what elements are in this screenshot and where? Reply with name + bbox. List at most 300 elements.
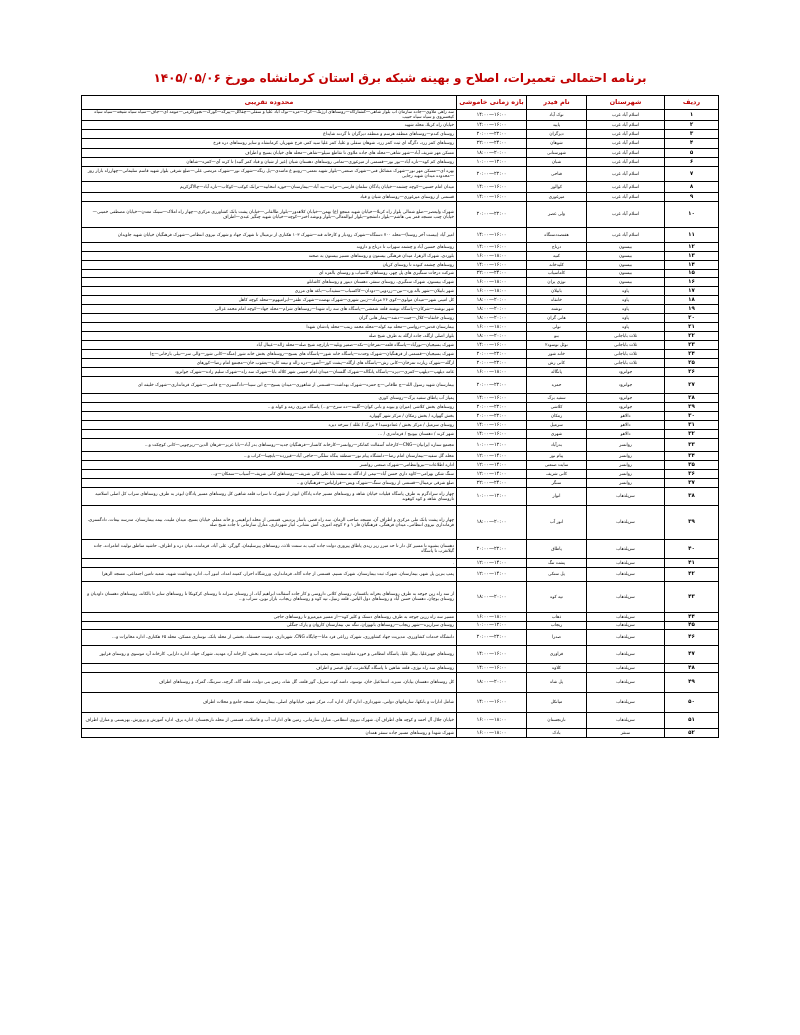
row-city: روانسر bbox=[587, 479, 665, 488]
row-feeder: پانگاله bbox=[527, 368, 587, 377]
row-city: روانسر bbox=[587, 439, 665, 452]
row-area: محله گل سفید—بیمارستان امام رضا—دانشگاه پیام نور—منطقه بنگاه سلگی—حاجی آباد—قیرزده—بابچینا—کراب و... bbox=[82, 452, 457, 461]
outage-schedule-table bbox=[81, 95, 719, 738]
row-time: ۱۶:۰۰—۱۸:۰۰ bbox=[457, 287, 527, 296]
row-index: ۲۱ bbox=[665, 323, 719, 332]
table-row bbox=[82, 729, 719, 738]
row-time: ۱۴:۰۰—۱۶:۰۰ bbox=[457, 228, 527, 243]
row-time: ۱۶:۰۰—۱۸:۰۰ bbox=[457, 713, 527, 729]
row-feeder: پاطاق bbox=[527, 540, 587, 559]
row-feeder: شوهان bbox=[527, 139, 587, 149]
row-area: بخش گهواره / بخش زمکان / مرکز شهر گهواره bbox=[82, 412, 457, 421]
table-row bbox=[82, 673, 719, 693]
row-city: سرپلذهاب bbox=[587, 559, 665, 568]
row-feeder: ببو bbox=[527, 332, 587, 341]
row-feeder: کوالور bbox=[527, 182, 587, 193]
row-time: ۱۸:۰۰—۲۰:۰۰ bbox=[457, 582, 527, 613]
row-feeder: سنگر bbox=[527, 479, 587, 488]
table-row bbox=[82, 323, 719, 332]
row-feeder: فراوری bbox=[527, 646, 587, 664]
table-row bbox=[82, 368, 719, 377]
row-time: ۱۴:۰۰—۱۶:۰۰ bbox=[457, 261, 527, 270]
row-time: ۲۰:۰۰—۲۲:۰۰ bbox=[457, 167, 527, 182]
row-area: روستای سرمیل / مرکز بخش / عمادوسیدا ۳ بزرگ / علله / سرخه دیزه bbox=[82, 421, 457, 430]
row-feeder: پشت تنگ bbox=[527, 559, 587, 568]
table-row bbox=[82, 270, 719, 278]
row-time: ۱۲:۰۰—۱۴:۰۰ bbox=[457, 470, 527, 479]
row-feeder: پل شاه bbox=[527, 673, 587, 693]
row-area: روستاهای جهیرعلیا، بیکل علیا، پاسگاه انتظامی و حوزه مقاومت بسیج، پمپ آب و کمپ، شرکت سپاه، مدرسه بخش، کارخانه آرد مهدیه، شهرک جهاد، اداره دارایی، کارخانه آرد موسوی و روستای فرایوز bbox=[82, 646, 457, 664]
row-time: ۱۲:۰۰—۱۴:۰۰ bbox=[457, 461, 527, 470]
row-time: ۱۸:۰۰—۲۰:۰۰ bbox=[457, 673, 527, 693]
row-city: روانسر bbox=[587, 452, 665, 461]
row-index: ۱۷ bbox=[665, 287, 719, 296]
row-area: کل امینی شهر—میدان مولوی—کوی ۲۶ مرداد—ژنین شهری—شهرک نهضت—شهرک ظفر—ابرامیهوم—محله کوچه کاهل bbox=[82, 296, 457, 305]
row-feeder: بابیلان bbox=[527, 287, 587, 296]
table-row bbox=[82, 693, 719, 713]
row-time: ۱۴:۰۰—۱۶:۰۰ bbox=[457, 664, 527, 673]
row-area: روستاهای سه راه نوژی، قلعه شاهین تا پاسگاه گیلانغرب، کهل قیصر و اطراف bbox=[82, 664, 457, 673]
row-area: شرکت درجات سنگبری های پل چهر، روستاهای کاسیاب و روستای بالعزه ای bbox=[82, 270, 457, 278]
table-row bbox=[82, 582, 719, 613]
row-index: ۴۷ bbox=[665, 646, 719, 664]
table-row bbox=[82, 139, 719, 149]
row-feeder: میانکل bbox=[527, 693, 587, 713]
row-city: ثلاث باباجانی bbox=[587, 332, 665, 341]
row-index: ۲۲ bbox=[665, 332, 719, 341]
row-area: روستاهای کمر زرد، دگرگه ای ثبت کمر زرد، شوهان سفلی و علیا، کمر علیا سید کمر، فرخ شهریار، کرمانشاه و سایر روستاهای دره فرخ bbox=[82, 139, 457, 149]
row-city: روانسر bbox=[587, 470, 665, 479]
table-row bbox=[82, 228, 719, 243]
row-city: جوانرود bbox=[587, 368, 665, 377]
row-area: سنگ شکن بهرامی—کاوه داری حسن آباد—نیمی از ادگله به سمت بابا علی کانی شریف—روستاهای کانی شریف—آسیاب—سمکان—و... bbox=[82, 470, 457, 479]
row-feeder: پیام نور bbox=[527, 452, 587, 461]
table-row bbox=[82, 305, 719, 314]
row-feeder: شهری bbox=[527, 430, 587, 439]
row-index: ۱ bbox=[665, 110, 719, 121]
row-city: اسلام آباد غرب bbox=[587, 139, 665, 149]
row-feeder: کلاشی bbox=[527, 403, 587, 412]
table-row bbox=[82, 121, 719, 130]
header-idx: ردیف bbox=[665, 96, 719, 110]
row-feeder: کنیه bbox=[527, 252, 587, 261]
row-index: ۳۶ bbox=[665, 470, 719, 479]
row-city: پاوه bbox=[587, 305, 665, 314]
row-index: ۳۲ bbox=[665, 430, 719, 439]
row-area: میدان امام حسین—کوچه چشمه—خیابان پادگان سلمان فارسی—ترانه—بید آباد—بیمارستان—حوزه انتخابیه—ترانک کوکب—کوکاب—نازه آباد—چالاگرکریم bbox=[82, 182, 457, 193]
row-area: شهرک شهدا و روستاهای مسیر جاده سنقر همدان bbox=[82, 729, 457, 738]
row-index: ۳۹ bbox=[665, 506, 719, 540]
row-city: دالاهو bbox=[587, 430, 665, 439]
table-row bbox=[82, 488, 719, 506]
table-row bbox=[82, 630, 719, 646]
row-feeder: نولی bbox=[527, 323, 587, 332]
table-row bbox=[82, 470, 719, 479]
row-area: شهرک ولیعصر—ضلع شمالی بلوار راه کربلا—خیابان شهید منتجع (ع) بهمن—خیابان کلاهدوز—بلوار طالقانی—خیابان پشت بانک کشاورزی مرکزی—چهار راه املاک—سینک معدن—خیابان مصطفی خمینی—خیابان چنب مسجد قمر بنی هاشم—بلوار دانشجو—بلوار ابوالمعالی—بلوار ونوشه اختر—کوچه—خیابان شهید چنگیز عبدی—اطراف bbox=[82, 202, 457, 228]
row-city: پاوه bbox=[587, 287, 665, 296]
row-area: ازگله—شهرک زیارت تمرخان—کانی رش—پاسگاه های ازگله—پشت کوز—آشور—دره زاله و نیمه کاره—یعقوب خان—مجتمع امام رضا—کورهای bbox=[82, 359, 457, 368]
table-row bbox=[82, 314, 719, 323]
row-area: کل روستاهای دهستان بیابان، سبزه، اسماعیل خان، نوسود، دامنه کوه، سرپل، گور قلعه، گل شاه، زمین بنی دولت، قلعه گاه، گرچه، سرتنگ، گمرک و روستاهای اطراف bbox=[82, 673, 457, 693]
row-city: سرپلذهاب bbox=[587, 713, 665, 729]
row-time: ۲۲:۰۰—۲۴:۰۰ bbox=[457, 139, 527, 149]
row-feeder: هفتصددستگاه bbox=[527, 228, 587, 243]
row-feeder: بادک bbox=[527, 729, 587, 738]
table-row bbox=[82, 296, 719, 305]
row-index: ۳۱ bbox=[665, 421, 719, 430]
table-row bbox=[82, 452, 719, 461]
row-index: ۴۲ bbox=[665, 568, 719, 582]
row-index: ۴۹ bbox=[665, 673, 719, 693]
row-time: ۱۶:۰۰—۱۸:۰۰ bbox=[457, 252, 527, 261]
row-index: ۳ bbox=[665, 130, 719, 139]
row-area: قسمتی از روستای میرغوزی—روستاهای شبان و قباد bbox=[82, 193, 457, 202]
row-city: سرپلذهاب bbox=[587, 582, 665, 613]
row-area: پمپ بنزین پل شهر، بیمارستان، شهرک ثبت بیمارستان، شهرک نسیم، قسمتی از جاده آکاه، فرمانداری، ورزشگاه احرار، کمیته امداد، انبور آب، اداره بهداشت شهید، شعبه تامین اجتماعی، مسجد الزهرا bbox=[82, 568, 457, 582]
row-feeder: هانی گران bbox=[527, 314, 587, 323]
row-index: ۱۶ bbox=[665, 278, 719, 287]
row-time: ۱۲:۰۰—۱۴:۰۰ bbox=[457, 559, 527, 568]
row-city: ثلاث باباجانی bbox=[587, 350, 665, 359]
row-time: ۲۰:۰۰—۲۲:۰۰ bbox=[457, 377, 527, 394]
row-index: ۳۸ bbox=[665, 488, 719, 506]
row-time: ۱۴:۰۰—۱۶:۰۰ bbox=[457, 243, 527, 252]
row-index: ۲۰ bbox=[665, 314, 719, 323]
row-area: روستای کندم—روستاهای منطقه هرسم و منطقه دیزگران تا گردنه شایداغ bbox=[82, 130, 457, 139]
row-index: ۵۲ bbox=[665, 729, 719, 738]
row-index: ۲۳ bbox=[665, 341, 719, 350]
table-row bbox=[82, 430, 719, 439]
table-row bbox=[82, 559, 719, 568]
row-city: سرپلذهاب bbox=[587, 506, 665, 540]
table-row bbox=[82, 278, 719, 287]
row-index: ۳۵ bbox=[665, 461, 719, 470]
table-row bbox=[82, 130, 719, 139]
table-row bbox=[82, 664, 719, 673]
header-time: بازه زمانی خاموشی bbox=[457, 96, 527, 110]
row-city: بیستون bbox=[587, 278, 665, 287]
row-index: ۲۴ bbox=[665, 350, 719, 359]
row-feeder: انور آب bbox=[527, 506, 587, 540]
row-time: ۲۰:۰۰—۲۲:۰۰ bbox=[457, 630, 527, 646]
row-area: روستاهای حسین آباد و چشمه سهراب تا درناج و داروند bbox=[82, 243, 457, 252]
row-city: اسلام آباد غرب bbox=[587, 228, 665, 243]
row-city: روانسر bbox=[587, 461, 665, 470]
row-time: ۱۴:۰۰—۱۶:۰۰ bbox=[457, 693, 527, 713]
header-city: شهرستان bbox=[587, 96, 665, 110]
row-city: بیستون bbox=[587, 270, 665, 278]
row-index: ۷ bbox=[665, 167, 719, 182]
row-city: ثلاث باباجانی bbox=[587, 341, 665, 350]
row-time: ۱۲:۰۰—۱۴:۰۰ bbox=[457, 568, 527, 582]
table-row bbox=[82, 182, 719, 193]
row-index: ۲۸ bbox=[665, 394, 719, 403]
row-feeder: پل ستکی bbox=[527, 568, 587, 582]
table-row bbox=[82, 149, 719, 158]
row-area: شهرک بسیجیان—نورآباد—پاسگاه قلعه—تمرخان—نکه—ضمیر وبلیه—بازارچه شیخ صله—محله ژاله—عیتال آباد bbox=[82, 341, 457, 350]
row-index: ۴۵ bbox=[665, 622, 719, 630]
row-city: اسلام آباد غرب bbox=[587, 202, 665, 228]
row-city: جوانرود bbox=[587, 403, 665, 412]
row-feeder: شهرستانی bbox=[527, 149, 587, 158]
table-row bbox=[82, 193, 719, 202]
row-area: بهره ای—مسکن مهر نور—شهرک مشاغل فنی—شهرک صنعتی—بلوار شهید نعمتی—رونیو غ مامندی—پل رنگه—شهرک نور—شهرک مرتضی علی—ضلع شرقی بلوار شهید قاسم سلیمانی—چهارراه بازار روز—محدوده میدان شهید رجایی bbox=[82, 167, 457, 182]
row-city: سرپلذهاب bbox=[587, 664, 665, 673]
row-index: ۱۴ bbox=[665, 261, 719, 270]
row-time: ۱۴:۰۰—۱۶:۰۰ bbox=[457, 430, 527, 439]
row-city: سرپلذهاب bbox=[587, 673, 665, 693]
row-city: سرپلذهاب bbox=[587, 613, 665, 622]
row-time: ۱۰:۰۰—۱۲:۰۰ bbox=[457, 622, 527, 630]
header-area: محدوده تقریبی bbox=[82, 96, 457, 110]
table-row bbox=[82, 202, 719, 228]
table-row bbox=[82, 394, 719, 403]
table-row bbox=[82, 341, 719, 350]
row-area: روستای خانقاه—کلال—جنت—دشه—پیماز هانی گران bbox=[82, 314, 457, 323]
row-feeder: سرمیل bbox=[527, 421, 587, 430]
row-city: ثلاث باباجانی bbox=[587, 359, 665, 368]
row-feeder: انوار bbox=[527, 488, 587, 506]
row-feeder: پایید bbox=[527, 121, 587, 130]
table-row bbox=[82, 110, 719, 121]
row-index: ۹ bbox=[665, 193, 719, 202]
row-area: ضلع شرقی ترمینال—قسمتی از روستای سنگ—شهرک ویس—قرارلباس—فرهنگیان و... bbox=[82, 479, 457, 488]
row-area: چهار راه پشت بانک ملی مرکزی و اطراف آن، مسجد صاحب الزمان، سه راه قصر، باسار پردیس، قسمتی از محله ابراهیمی و خانه معلم، خیابان بسیج، میدان ملیت، بیمه بیمارستان، مدرسه بیعات، دادگستری، فرمانداری نیروی انتظامی، میدان فرهنگی، فرهنگیان فاز ۱ و ۲ کوچه امیری، آتش نشانی، انبار شهرداری، منازل سازمانی تا جاده شیخ صله bbox=[82, 506, 457, 540]
row-area: روستاهای چشمه کبوده تا روستای کریان bbox=[82, 261, 457, 270]
row-time: ۱۴:۰۰—۱۶:۰۰ bbox=[457, 110, 527, 121]
row-index: ۱۹ bbox=[665, 305, 719, 314]
row-index: ۴۱ bbox=[665, 559, 719, 568]
row-time: ۱۰:۰۰—۱۲:۰۰ bbox=[457, 158, 527, 167]
row-city: سرپلذهاب bbox=[587, 568, 665, 582]
row-feeder: فتاحی bbox=[527, 167, 587, 182]
row-feeder: نوک آباد bbox=[527, 110, 587, 121]
row-index: ۳۴ bbox=[665, 452, 719, 461]
row-feeder: صدرا bbox=[527, 630, 587, 646]
row-area: بیمارستان شهید رسول الله—چ طاقانی—چ حمزه—شهرک بهداشت—قسمتی از شاهوری—میدان بسیج—چ ابن سینا—دادگستری—چ قاضی—شهرک فرمانداری—شهرک خلیفه ای bbox=[82, 377, 457, 394]
row-feeder: دیزگران bbox=[527, 130, 587, 139]
row-time: ۲۰:۰۰—۲۲:۰۰ bbox=[457, 540, 527, 559]
row-index: ۲۹ bbox=[665, 403, 719, 412]
row-area: غامه دیلهپ—دیلهپ—کمری—دیزه—پاسگاه پانگاله—شهرک گلستان—میدان امام خمینی شهر کلاله بابا—شهرک سه راه—شهرک سلیم زاده—شهرک جوانرود bbox=[82, 368, 457, 377]
row-time: ۱۶:۰۰—۱۸:۰۰ bbox=[457, 613, 527, 622]
row-city: دالاهو bbox=[587, 412, 665, 421]
table-row bbox=[82, 332, 719, 341]
row-time: ۱۸:۰۰—۲۰:۰۰ bbox=[457, 305, 527, 314]
row-city: اسلام آباد غرب bbox=[587, 182, 665, 193]
row-area: بلوردی، شهرک الزهرا، میدان فرهنگی بیستون و روستاهای مسیر بیستون به صحنه bbox=[82, 252, 457, 261]
row-city: پاوه bbox=[587, 323, 665, 332]
row-time: ۱۴:۰۰—۱۶:۰۰ bbox=[457, 421, 527, 430]
row-time: ۱۸:۰۰—۲۰:۰۰ bbox=[457, 332, 527, 341]
row-area: از سه راه زین جوجه به طرف روستاهای بحرانه باغستان، روستای کلانی داروسی و کار جاده آسفالت ابراهیم آباد، از روستای سرانه تا روستای کرکونکا تا روستاهای سایر تا بالکانه، روستاهای دهستان داودیان و روستای بوچان، دهستان حسن آباد و روستاهای دول الیاس، قلعه زنبیل، تپه کوه و روستاهای ریجاب، بازار نوین، سراب و... bbox=[82, 582, 457, 613]
row-index: ۱۰ bbox=[665, 202, 719, 228]
row-index: ۱۵ bbox=[665, 270, 719, 278]
row-area: شهر کرند / دهستان بیونیج / فرماندری / ... bbox=[82, 430, 457, 439]
row-city: اسلام آباد غرب bbox=[587, 167, 665, 182]
row-city: اسلام آباد غرب bbox=[587, 121, 665, 130]
row-feeder: میرغوزی bbox=[527, 193, 587, 202]
row-area: اداره اطلاعات—نیروانتظامی—شهرک صنعتی روانسر bbox=[82, 461, 457, 470]
row-city: سرپلذهاب bbox=[587, 646, 665, 664]
row-area: بلوار اصلی ازگله، جاده ازگله به طرف شیخ صله bbox=[82, 332, 457, 341]
table-row bbox=[82, 287, 719, 296]
row-area: شهر بابیلان—شهر باله ورد—نین—زردویی—دودان—کاکسباب—سفیدآب—باغه های مرزی bbox=[82, 287, 457, 296]
table-body bbox=[82, 110, 719, 738]
row-index: ۲ bbox=[665, 121, 719, 130]
row-index: ۴۴ bbox=[665, 613, 719, 622]
row-time: ۲۰:۰۰—۲۲:۰۰ bbox=[457, 202, 527, 228]
row-area: خیابان راه کربلا، محله شهید bbox=[82, 121, 457, 130]
row-index: ۱۱ bbox=[665, 228, 719, 243]
row-feeder: نارنجستان bbox=[527, 713, 587, 729]
row-feeder: سفید برگ bbox=[527, 394, 587, 403]
row-city: اسلام آباد غرب bbox=[587, 149, 665, 158]
table-row bbox=[82, 461, 719, 470]
table-row bbox=[82, 167, 719, 182]
table-row bbox=[82, 252, 719, 261]
row-time: ۱۴:۰۰—۱۶:۰۰ bbox=[457, 646, 527, 664]
row-index: ۱۲ bbox=[665, 243, 719, 252]
row-area: شهرک بسیجیان—قسمتی از فرهنگیان—شهرک وحدت—پاسگاه خانه شور—پاسگاه های بسیج—روستاهای بخش خانه شور (منگه—کانی شور—والی سر—نیلی بازخانی—ج) bbox=[82, 350, 457, 359]
row-index: ۲۶ bbox=[665, 368, 719, 377]
row-area: مسکن مهر شریف آباد—شهر شاهی—محله های جاده ملاوی تا تقاطع سیلو—شاهی—محله های خیابان بسیج و اطراف bbox=[82, 149, 457, 158]
row-time: ۱۴:۰۰—۱۶:۰۰ bbox=[457, 182, 527, 193]
row-time: ۱۸:۰۰—۲۰:۰۰ bbox=[457, 296, 527, 305]
row-index: ۴۰ bbox=[665, 540, 719, 559]
row-feeder: کانی شریف bbox=[527, 470, 587, 479]
row-time: ۱۰:۰۰—۱۲:۰۰ bbox=[457, 439, 527, 452]
row-area: دانشگاه خدمات کشاورزی، مدیریت جهاد کشاورزی، شهرک زراعی فرد ماتا—چایگاه CNG، شهرداری، دوست حسنقاه، بخشی از محله بانک، نوسازی مسکن، محله ۶۵ هکتاری، اداره مخابرات و... bbox=[82, 630, 457, 646]
row-area: روستاهای بخش کلاشی (میران و بیوند و بانی کوان—گلینه—ده سرخ—و...) پاسگاه مرزی رمه و کوله و... bbox=[82, 403, 457, 412]
row-time: ۱۸:۰۰—۲۰:۰۰ bbox=[457, 149, 527, 158]
row-feeder: ولی عصر bbox=[527, 202, 587, 228]
row-time: ۱۴:۰۰—۱۶:۰۰ bbox=[457, 394, 527, 403]
row-feeder: ذهاب bbox=[527, 613, 587, 622]
row-index: ۳۳ bbox=[665, 439, 719, 452]
row-index: ۶ bbox=[665, 158, 719, 167]
table-header-row bbox=[82, 96, 719, 110]
table-row bbox=[82, 412, 719, 421]
row-city: پاوه bbox=[587, 296, 665, 305]
row-city: بیستون bbox=[587, 243, 665, 252]
row-area: مسیر سه راه زرین جوجه به طرف روستاهای دستک و کلیر کوه—از مسیر میرمیرو تا روستاهای حاجی bbox=[82, 613, 457, 622]
table-row bbox=[82, 261, 719, 270]
row-feeder: خانه شور bbox=[527, 350, 587, 359]
row-index: ۴ bbox=[665, 139, 719, 149]
table-row bbox=[82, 403, 719, 412]
row-index: ۳۷ bbox=[665, 479, 719, 488]
row-feeder: خانقاه bbox=[527, 296, 587, 305]
row-city: اسلام آباد غرب bbox=[587, 193, 665, 202]
row-feeder: کلاوه bbox=[527, 664, 587, 673]
table-row bbox=[82, 439, 719, 452]
row-feeder: نوژی یران bbox=[527, 278, 587, 287]
row-feeder: شبان bbox=[527, 158, 587, 167]
row-area: خیابان جلال آل احمد و کوچه های اطراف آن، شهرک نیروی انتظامی، منازل سازمانی، زمین های ادارات آب و فاضلاب، قسمتی از محله نارنجستان، اداره برق، اداره آموزش و پرورش، بهزیستی و منازل اطراف bbox=[82, 713, 457, 729]
row-time: ۲۰:۰۰—۲۲:۰۰ bbox=[457, 403, 527, 412]
row-city: پاوه bbox=[587, 314, 665, 323]
row-city: دالاهو bbox=[587, 421, 665, 430]
table-row bbox=[82, 540, 719, 559]
row-time: ۱۰:۰۰—۱۲:۰۰ bbox=[457, 488, 527, 506]
table-row bbox=[82, 568, 719, 582]
row-feeder: سایت صنعتی bbox=[527, 461, 587, 470]
row-feeder: زمکان bbox=[527, 412, 587, 421]
row-area: امیر آباد (بیست آخر روستا)—محله ۷۰۰ دستگاه—شهرک رودبار و کارخانه قند—شهرک ۱۰۳ هکتاری از ترمینال تا شهرک جهاد و شهرک نیروی انتظامی—شهرک فرهنگیان خیابان شهید جاویدان bbox=[82, 228, 457, 243]
row-feeder: نوئل نوسود۲ bbox=[527, 341, 587, 350]
row-city: اسلام آباد غرب bbox=[587, 110, 665, 121]
table-row bbox=[82, 613, 719, 622]
row-feeder: حمزه bbox=[527, 377, 587, 394]
row-time: ۲۲:۰۰—۲۴:۰۰ bbox=[457, 270, 527, 278]
row-index: ۵۰ bbox=[665, 693, 719, 713]
row-city: بیستون bbox=[587, 261, 665, 270]
row-feeder: درناج bbox=[527, 243, 587, 252]
row-city: اسلام آباد غرب bbox=[587, 158, 665, 167]
row-feeder: بدرآباد bbox=[527, 439, 587, 452]
row-feeder: نوشته bbox=[527, 305, 587, 314]
row-area: روستاهای کم کوه—نازه آباد—بور بور—قسمتی از میرغوزی—تمامی روستاهای دهستان شبان (غیر از شبان و قباد کمر گنبد) تا کرته آی—کمره—شاهان bbox=[82, 158, 457, 167]
table-row bbox=[82, 506, 719, 540]
row-area: شهرک بیستون، شهرک سنگبری، روستای ستقر، دهستان دینور و روستاهای کاشانلو bbox=[82, 278, 457, 287]
table-row bbox=[82, 713, 719, 729]
table-row bbox=[82, 158, 719, 167]
row-time: ۲۰:۰۰—۲۲:۰۰ bbox=[457, 130, 527, 139]
row-city: جوانرود bbox=[587, 394, 665, 403]
row-city: سرپلذهاب bbox=[587, 693, 665, 713]
header-feeder: نام فیدر bbox=[527, 96, 587, 110]
table-row bbox=[82, 646, 719, 664]
row-area: روستای سراریزه—شهر ریجاب—روستاهای بانهوران، تنگه نم، بیمارستان کاروان و پارک جنگلی bbox=[82, 622, 457, 630]
row-city: اسلام آباد غرب bbox=[587, 130, 665, 139]
row-time: ۱۶:۰۰—۱۸:۰۰ bbox=[457, 278, 527, 287]
row-time: ۲۰:۰۰—۲۲:۰۰ bbox=[457, 350, 527, 359]
row-area: سه راهی ملاوی—جاده سازمان آب بلوار شاهی—کشتارگاه—روستاهای ارژنگ—گرگ—مزه—نوک آباد علیا و سفلی—چقاکل—پیرگه—گورک—نجوراگرمی—مومه ای—جاف—سیاه سیاه شیخه—سیاه سیاه کیخسروی و سیاه سیاه حبیب bbox=[82, 110, 457, 121]
row-index: ۴۳ bbox=[665, 582, 719, 613]
row-city: سنقر bbox=[587, 729, 665, 738]
document-title: برنامه احتمالی تعمیرات، اصلاح و بهینه شبکه برق استان کرمانشاه مورخ ۱۴۰۵/۰۵/۰۶ bbox=[153, 71, 647, 85]
row-time: ۱۲:۰۰—۱۴:۰۰ bbox=[457, 452, 527, 461]
row-city: سرپلذهاب bbox=[587, 630, 665, 646]
row-feeder: کانی رش bbox=[527, 359, 587, 368]
row-time: ۱۸:۰۰—۲۰:۰۰ bbox=[457, 314, 527, 323]
row-index: ۵۱ bbox=[665, 713, 719, 729]
row-time: ۱۸:۰۰—۲۰:۰۰ bbox=[457, 506, 527, 540]
row-time: ۲۰:۰۰—۲۲:۰۰ bbox=[457, 412, 527, 421]
row-feeder: تپه کوه bbox=[527, 582, 587, 613]
row-area: پمپاژ آب پاطاق سفید برگ—روستای کوری bbox=[82, 394, 457, 403]
row-time: ۲۰:۰۰—۲۲:۰۰ bbox=[457, 359, 527, 368]
row-area: شامل ادارات و بانکها، سازمانهای دولتی، شهرداری، اداره گاز، اداره آب، مرکز شهر، خیابانهای اصلی، بیمارستان، مسجد جامع و محلات اطراف bbox=[82, 693, 457, 713]
table-row bbox=[82, 350, 719, 359]
row-time: ۱۶:۰۰—۱۸:۰۰ bbox=[457, 323, 527, 332]
row-area: بیمارستان قدس—درواسی—محله نیه کوله—محله محمد زینب—محله پادشان شهدا bbox=[82, 323, 457, 332]
table-row bbox=[82, 479, 719, 488]
row-index: ۳۰ bbox=[665, 412, 719, 421]
row-time: ۲۲:۰۰—۲۴:۰۰ bbox=[457, 479, 527, 488]
row-area: مجتمع ستاره ایرانیان—CNG—کارخانه آسفالت کمانکر—روانسر—کارخانه کانسار—فرهنگیان جدید—روستاهای بدر آباد—بابا عزیز—فرهان الدین—زیرچوبی—کانی کوچکت و... bbox=[82, 439, 457, 452]
row-time: ۱۴:۰۰—۱۶:۰۰ bbox=[457, 341, 527, 350]
table-row bbox=[82, 359, 719, 368]
table-row bbox=[82, 622, 719, 630]
row-index: ۲۷ bbox=[665, 377, 719, 394]
row-area: . bbox=[82, 559, 457, 568]
row-city: سرپلذهاب bbox=[587, 488, 665, 506]
row-index: ۲۵ bbox=[665, 359, 719, 368]
row-city: جوانرود bbox=[587, 377, 665, 394]
row-area: شهر نوشته—شرکان—پاسگاه نوشته قلعه شمشی—پاسگاه های سه راه شهدا—روستاهای شرام—محله جهاد—کوچه امام محمد غزالی bbox=[82, 305, 457, 314]
